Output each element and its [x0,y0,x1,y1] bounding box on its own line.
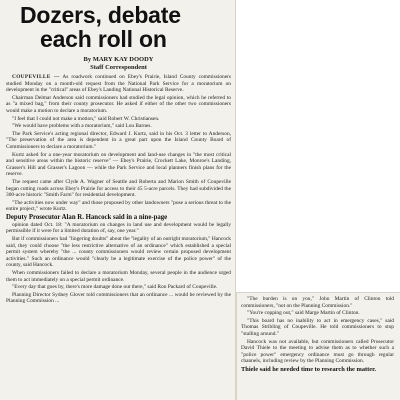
article-paragraph [6,270,231,283]
paragraph-text: "We would have problems with a moratorium," said Lou Barnes. [12,123,152,130]
article-paragraph [6,236,231,269]
article-body [6,74,231,305]
continuation-subhead: Thiele said he needed time to research the matter. [241,365,376,373]
article-paragraph [6,284,231,291]
paragraph-text: The Park Service's acting regional director, Edward J. Kurtz, said in his Oct. 3 letter to Anderson, "The preservation of the area is dependent in a great part upon the Island County Board of Commissioners to declare a moratorium." [6,130,231,150]
article-paragraph [6,131,231,151]
paragraph-text: opinion dated Oct. 18: "A moratorium on changes in land use and development would be legally permissible if it were for a limited duration of, say, one year." [6,221,231,235]
paragraph-text: "I feel that I could not make a motion," said Robert W. Christiansen. [12,115,160,122]
paragraph-text: Hancock was not available, but commissioners called Prosecutor David Thiele to the meeting to advise them as to whether such a "police power" emergency ordinance must go through regular channels, including review by the Planning Commission. [241,338,394,365]
article-paragraph [6,179,231,199]
article-paragraph [6,200,231,213]
headline-line-2: each roll on [40,26,167,52]
staff-credit: Staff Correspondent [90,64,147,71]
paragraph-text: When commissioners failed to declare a moratorium Monday, several people in the audience urged them to act immediately on a special permit ordinance. [6,270,231,283]
paragraph-text: Planning Director Sydney Glover told commissioners that an ordinance ... would be reviewed by the Planning Commission ... [6,291,231,305]
paragraph-text: "The burden is on you," John Martin of Clinton told commissioners, "not on the Planning Commission." [241,296,394,309]
headline-line-1: Dozers, debate [20,2,181,28]
article-paragraph [6,74,231,94]
paragraph-text: But if commissioners had "lingering doubts" about the "legality of an outright moratorium," Hancock said, they could choose "the less restrictive alternative of an ordinance" which established a special permit system whereby "the ... county commissioners would review certain proposed development activities." Such an ordinance would "clearly be a legitimate exercise of the police power" of the county, said Hancock. [6,236,231,269]
article-paragraph [6,123,231,130]
article-paragraph [6,292,231,305]
continuation-paragraph [241,310,394,317]
article-paragraph [6,116,231,123]
paragraph-text: Chairman Delmar Anderson said commissioners had studied the legal opinion, which he referred to as "a mixed bag," from their county prosecutor. He asked if either of the other two commissioners would make a motion to declare a moratorium. [6,94,231,114]
continuation-paragraph [241,318,394,338]
article-subhead: Deputy Prosecutor Alan R. Hancock said in a nine-page [6,213,168,221]
continuation-paragraph [241,339,394,365]
paragraph-text: "The activities now under way" and those proposed by other landowners "pose a serious threat to the entire project," wrote Kurtz. [6,199,231,213]
newspaper-clipping-continuation [236,292,400,400]
byline: By MARY KAY DOODY [83,56,154,63]
paragraph-text: The request came after Clyde A. Wagner of Seattle and Roberta and Marion Smith of Coupeville began cutting roads across Ebey's Prairie for access to their 45 5-acre parcels. They had subdivided the 300-acre historic "Smith Farm" for residential development. [6,178,231,199]
paragraph-text: Kurtz asked for a one-year moratorium on development and land-use changes in "the most critical and sensitive areas within the historic reserve" — Ebey's Prairie, Crockett Lake, Monroe's Landing, Grasser's Hill and Grasser's Lagoon — while the Park Service and local planners finish plans for the reserve. [6,151,231,178]
dateline: COUPEVILLE — [12,74,60,80]
article-paragraph [6,222,231,235]
article-paragraph [6,95,231,115]
continuation-paragraph [241,296,394,309]
paragraph-text: "Every day that goes by, there's more damage done out there," said Ron Packard of Coupeville. [12,284,218,291]
continuation-body [241,296,394,374]
article-paragraph [6,152,231,178]
headline [6,3,231,51]
paragraph-text: "This board has no inability to act in emergency cases," said Thomas Stribling of Coupeville. He told commissioners to stop "stalling around." [241,317,394,337]
paragraph-text: "You're copping out," said Marge Martin of Clinton. [247,310,360,317]
paragraph-text: As roadwork continued on Ebey's Prairie, Island County commissioners studied Monday on a month-old request from the National Park Service for a moratorium on development in the "critical" areas of Ebey's Landing National Historical Reserve. [6,74,231,94]
